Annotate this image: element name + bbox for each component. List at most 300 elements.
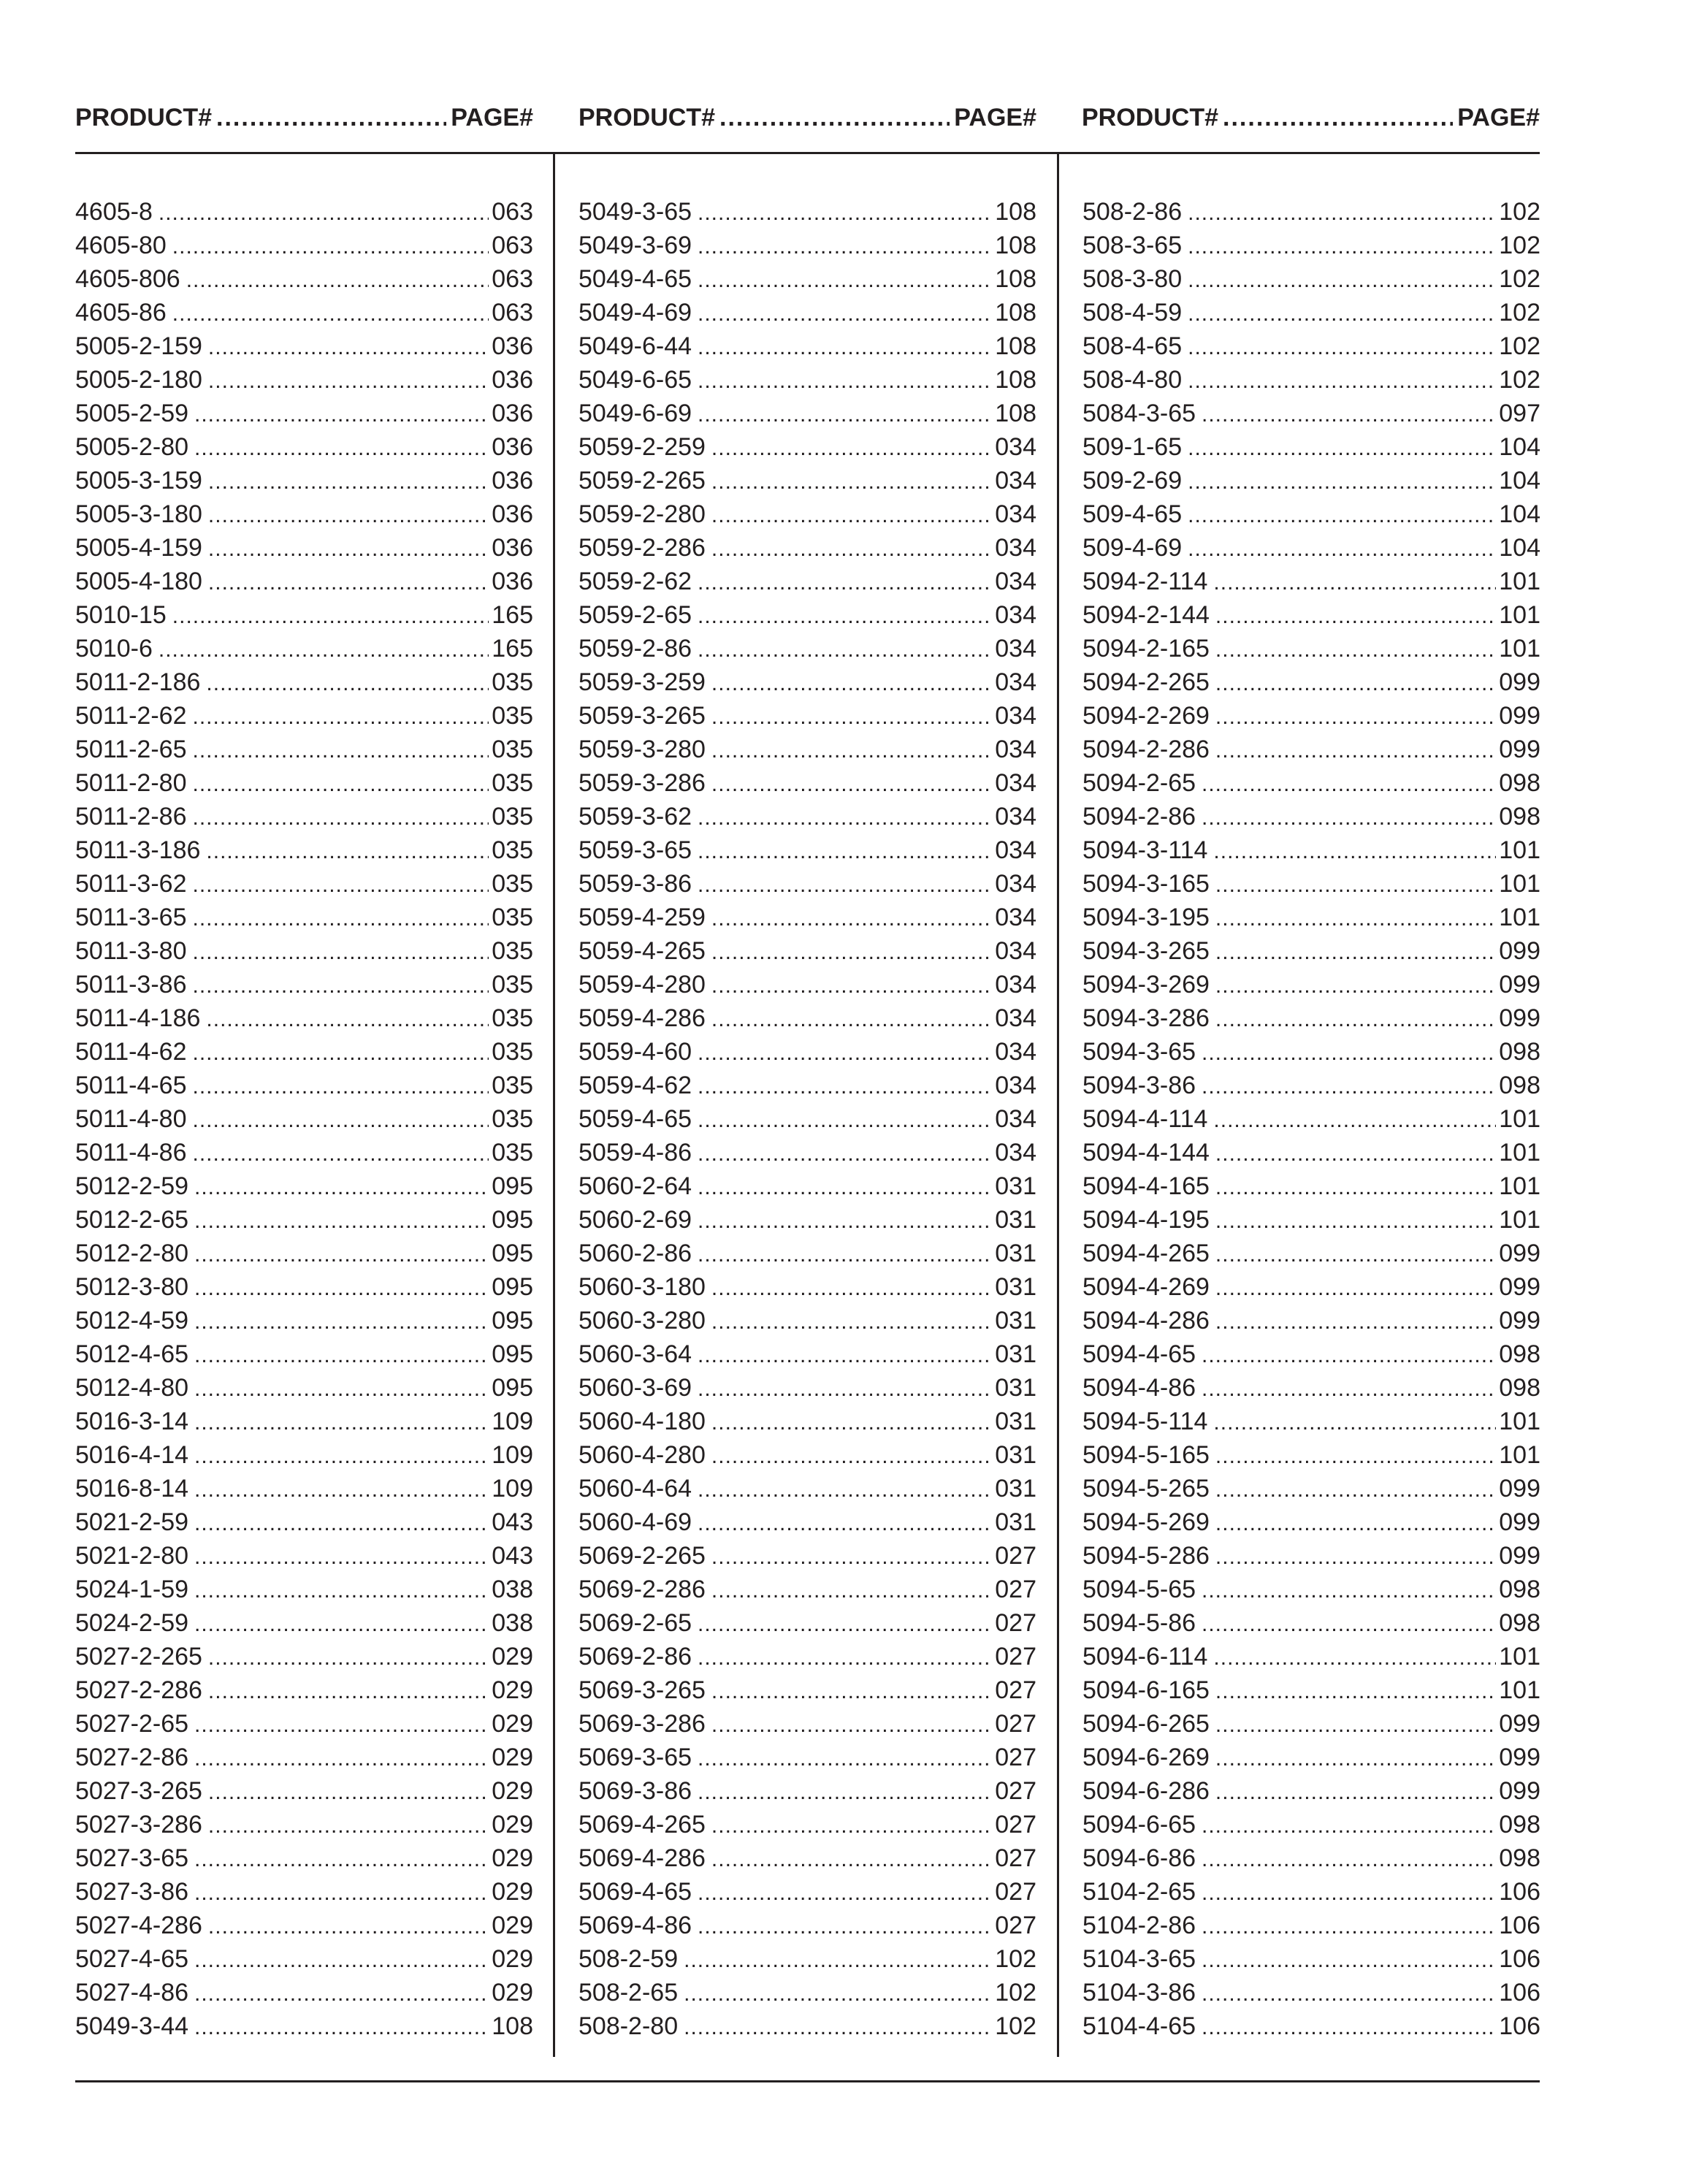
product-number: 5094-3-195 (1082, 904, 1210, 931)
dot-leader (698, 633, 992, 665)
product-number: 5059-2-62 (578, 568, 692, 595)
page-number: 036 (492, 500, 533, 528)
page-number: 043 (492, 1542, 533, 1570)
page-number: 029 (492, 1811, 533, 1839)
product-number: 5005-2-159 (75, 332, 202, 360)
index-entry (75, 665, 533, 699)
index-entry (1082, 598, 1540, 632)
product-number: 5027-2-65 (75, 1710, 189, 1738)
header-dot-leader (1223, 99, 1453, 136)
product-number: 508-3-80 (1082, 265, 1183, 293)
product-number: 5069-2-86 (578, 1643, 692, 1671)
page-number: 101 (1499, 635, 1540, 663)
product-number: 4605-80 (75, 232, 167, 259)
dot-leader (698, 1473, 992, 1505)
page-header-label: PAGE# (1457, 104, 1540, 131)
page-number: 027 (995, 1542, 1036, 1570)
dot-leader (1215, 633, 1496, 665)
page-number: 036 (492, 366, 533, 394)
product-number: 5027-3-86 (75, 1878, 189, 1906)
product-number: 5094-3-65 (1082, 1038, 1196, 1066)
dot-leader (208, 532, 489, 565)
product-number: 5005-3-180 (75, 500, 202, 528)
page-number: 063 (492, 299, 533, 327)
product-number: 5027-4-286 (75, 1912, 202, 1939)
page-number: 027 (995, 1878, 1036, 1906)
page-number: 098 (1499, 1340, 1540, 1368)
index-entry (1082, 867, 1540, 901)
product-number: 5094-4-114 (1082, 1105, 1208, 1133)
dot-leader (1202, 1372, 1496, 1405)
index-entry (1082, 262, 1540, 296)
index-entry (75, 632, 533, 665)
page-number: 095 (492, 1240, 533, 1267)
page-number: 036 (492, 534, 533, 562)
product-number: 5059-2-86 (578, 635, 692, 663)
dot-leader (1188, 297, 1496, 329)
product-number: 508-3-65 (1082, 232, 1183, 259)
index-entry (1082, 665, 1540, 699)
dot-leader (193, 902, 489, 934)
dot-leader (1202, 801, 1496, 833)
index-entry (75, 766, 533, 800)
dot-leader (1202, 1036, 1496, 1069)
dot-leader (208, 331, 489, 363)
index-column-2 (578, 195, 1036, 2043)
page-number: 029 (492, 1643, 533, 1671)
product-number: 5094-5-165 (1082, 1441, 1210, 1469)
product-header-label: PRODUCT# (75, 104, 213, 131)
page-number: 099 (1499, 1004, 1540, 1032)
index-entry (75, 430, 533, 464)
product-number: 5011-3-186 (75, 836, 201, 864)
product-number: 5012-3-80 (75, 1273, 189, 1301)
product-number: 5011-2-80 (75, 769, 187, 797)
page-number: 035 (492, 836, 533, 864)
page-number: 027 (995, 1912, 1036, 1939)
index-entry (75, 1673, 533, 1707)
index-entry (75, 565, 533, 598)
index-entry (75, 1472, 533, 1505)
index-entry (1082, 1573, 1540, 1606)
dot-leader (206, 1003, 489, 1035)
product-number: 5069-3-286 (578, 1710, 706, 1738)
product-number: 5060-3-280 (578, 1307, 706, 1335)
dot-leader (711, 1809, 992, 1841)
page-number: 099 (1499, 1542, 1540, 1570)
dot-leader (193, 936, 489, 968)
page-number: 102 (995, 1979, 1036, 2007)
dot-leader (194, 1742, 489, 1774)
index-entry (75, 901, 533, 934)
product-number: 5059-4-62 (578, 1072, 692, 1099)
index-entry (1082, 1606, 1540, 1640)
product-number: 508-4-80 (1082, 366, 1183, 394)
product-number: 5094-6-269 (1082, 1744, 1210, 1771)
index-entry (1082, 1539, 1540, 1573)
index-entry (578, 1808, 1036, 1841)
dot-leader (193, 1036, 489, 1069)
page-number: 034 (995, 534, 1036, 562)
index-entry (1082, 1270, 1540, 1304)
page-number: 095 (492, 1206, 533, 1234)
product-number: 5049-3-69 (578, 232, 692, 259)
dot-leader (1202, 1574, 1496, 1606)
index-entry (578, 262, 1036, 296)
product-number: 5094-4-286 (1082, 1307, 1210, 1335)
product-number: 5060-2-86 (578, 1240, 692, 1267)
dot-leader (698, 600, 992, 632)
index-entry (1082, 1707, 1540, 1741)
dot-leader (194, 1540, 489, 1573)
index-entry (75, 1304, 533, 1337)
index-entry (75, 497, 533, 531)
index-entry (1082, 1371, 1540, 1405)
product-number: 5011-2-65 (75, 736, 187, 763)
page-number: 098 (1499, 1038, 1540, 1066)
column-header-row (75, 99, 1540, 136)
page-number: 101 (1499, 1139, 1540, 1167)
product-number: 5016-8-14 (75, 1475, 189, 1503)
page-number: 104 (1499, 500, 1540, 528)
index-entry (578, 195, 1036, 229)
page-number: 063 (492, 265, 533, 293)
dot-leader (1202, 1876, 1496, 1909)
page-number: 109 (492, 1441, 533, 1469)
index-entry (75, 1001, 533, 1035)
dot-leader (1188, 264, 1496, 296)
dot-leader (711, 936, 992, 968)
product-number: 5059-3-62 (578, 803, 692, 831)
product-number: 5049-4-69 (578, 299, 692, 327)
dot-leader (711, 1406, 992, 1438)
page-number: 035 (492, 769, 533, 797)
product-number: 5011-4-62 (75, 1038, 187, 1066)
product-number: 5069-3-65 (578, 1744, 692, 1771)
index-entry (578, 229, 1036, 262)
index-entry (1082, 968, 1540, 1001)
product-number: 5012-2-65 (75, 1206, 189, 1234)
index-entry (75, 833, 533, 867)
index-entry (75, 531, 533, 565)
dot-leader (1215, 667, 1496, 699)
index-entry (578, 867, 1036, 901)
page-number: 104 (1499, 467, 1540, 495)
index-entry (578, 1405, 1036, 1438)
index-entry (1082, 195, 1540, 229)
product-number: 5094-5-65 (1082, 1576, 1196, 1603)
page-number: 104 (1499, 534, 1540, 562)
product-number: 5069-4-286 (578, 1844, 706, 1872)
index-entry (1082, 1472, 1540, 1505)
product-number: 5021-2-59 (75, 1508, 189, 1536)
dot-leader (698, 835, 992, 867)
page-number: 038 (492, 1609, 533, 1637)
product-number: 5094-3-165 (1082, 870, 1210, 898)
page-number: 035 (492, 1072, 533, 1099)
product-number: 5094-4-65 (1082, 1340, 1196, 1368)
index-entry (1082, 430, 1540, 464)
product-number: 5094-2-269 (1082, 702, 1210, 730)
product-number: 508-2-86 (1082, 198, 1183, 226)
dot-leader (1202, 1339, 1496, 1371)
dot-leader (698, 1776, 992, 1808)
product-number: 5012-2-80 (75, 1240, 189, 1267)
dot-leader (194, 1372, 489, 1405)
dot-leader (194, 1708, 489, 1741)
page-number: 034 (995, 803, 1036, 831)
index-entry (1082, 2009, 1540, 2043)
dot-leader (698, 1641, 992, 1673)
dot-leader (1215, 1003, 1496, 1035)
dot-leader (194, 1473, 489, 1505)
dot-leader (208, 1641, 489, 1673)
index-entry (1082, 766, 1540, 800)
product-number: 5094-3-269 (1082, 971, 1210, 999)
dot-leader (1215, 1675, 1496, 1707)
index-entry (578, 1673, 1036, 1707)
product-number: 4605-8 (75, 198, 153, 226)
header-rule (75, 152, 1540, 154)
dot-leader (206, 835, 489, 867)
dot-leader (1215, 1171, 1496, 1203)
dot-leader (194, 1171, 489, 1203)
header-dot-leader (719, 99, 950, 136)
page-number: 034 (995, 1139, 1036, 1167)
page-number: 034 (995, 836, 1036, 864)
dot-leader (194, 1406, 489, 1438)
index-entry (578, 531, 1036, 565)
dot-leader (159, 196, 489, 229)
product-number: 5011-2-186 (75, 668, 201, 696)
product-number: 5024-1-59 (75, 1576, 189, 1603)
index-entry (1082, 1909, 1540, 1942)
dot-leader (698, 1372, 992, 1405)
index-entry (1082, 531, 1540, 565)
page-number: 035 (492, 1105, 533, 1133)
page-number: 029 (492, 1912, 533, 1939)
product-number: 5060-2-64 (578, 1172, 692, 1200)
page-number: 036 (492, 467, 533, 495)
product-number: 5094-6-114 (1082, 1643, 1208, 1671)
product-number: 5059-4-86 (578, 1139, 692, 1167)
index-entry (1082, 296, 1540, 329)
product-number: 5027-4-65 (75, 1945, 189, 1973)
dot-leader (698, 1339, 992, 1371)
page-number: 102 (1499, 232, 1540, 259)
page-number: 098 (1499, 1844, 1540, 1872)
dot-leader (711, 734, 992, 766)
product-number: 5021-2-80 (75, 1542, 189, 1570)
product-number: 5094-6-86 (1082, 1844, 1196, 1872)
product-number: 5059-2-65 (578, 601, 692, 629)
dot-leader (684, 1944, 992, 1976)
page-number: 095 (492, 1273, 533, 1301)
index-entry (1082, 229, 1540, 262)
product-number: 5094-2-286 (1082, 736, 1210, 763)
dot-leader (194, 1843, 489, 1875)
product-number: 5012-4-80 (75, 1374, 189, 1402)
dot-leader (193, 768, 489, 800)
dot-leader (1202, 1910, 1496, 1942)
page-number: 102 (995, 1945, 1036, 1973)
dot-leader (1215, 734, 1496, 766)
page-number: 031 (995, 1307, 1036, 1335)
product-number: 509-2-69 (1082, 467, 1183, 495)
page-number: 102 (1499, 299, 1540, 327)
product-number: 5027-2-286 (75, 1676, 202, 1704)
index-entry (75, 1035, 533, 1069)
index-entry (578, 1069, 1036, 1102)
dot-leader (1202, 1809, 1496, 1841)
dot-leader (1188, 230, 1496, 262)
page-number: 101 (1499, 1676, 1540, 1704)
product-number: 5060-4-180 (578, 1408, 706, 1435)
dot-leader (1215, 902, 1496, 934)
page-number: 099 (1499, 1307, 1540, 1335)
dot-leader (698, 398, 992, 430)
product-number: 5049-4-65 (578, 265, 692, 293)
page-number: 104 (1499, 433, 1540, 461)
dot-leader (1188, 364, 1496, 397)
product-number: 5027-4-86 (75, 1979, 189, 2007)
dot-leader (1188, 465, 1496, 497)
dot-leader (1202, 1843, 1496, 1875)
product-number: 5016-3-14 (75, 1408, 189, 1435)
index-entry (578, 329, 1036, 363)
index-entry (578, 968, 1036, 1001)
index-entry (1082, 363, 1540, 397)
product-number: 5011-3-80 (75, 937, 187, 965)
page-number: 027 (995, 1609, 1036, 1637)
product-number: 5059-3-265 (578, 702, 706, 730)
product-number: 5059-4-286 (578, 1004, 706, 1032)
page-number: 034 (995, 467, 1036, 495)
product-number: 5069-4-86 (578, 1912, 692, 1939)
dot-leader (1215, 1742, 1496, 1774)
page-number: 101 (1499, 1441, 1540, 1469)
dot-leader (172, 297, 489, 329)
index-entry (1082, 901, 1540, 934)
page-number: 035 (492, 937, 533, 965)
index-entry (578, 699, 1036, 733)
product-number: 5049-6-65 (578, 366, 692, 394)
page-number: 034 (995, 904, 1036, 931)
dot-leader (1215, 969, 1496, 1001)
page-number: 031 (995, 1374, 1036, 1402)
index-entry (75, 1438, 533, 1472)
dot-leader (1215, 1238, 1496, 1270)
index-entry (1082, 1136, 1540, 1169)
dot-leader (193, 734, 489, 766)
index-entry (578, 497, 1036, 531)
dot-leader (206, 667, 489, 699)
page-number: 036 (492, 400, 533, 427)
dot-leader (193, 700, 489, 733)
product-number: 5094-3-114 (1082, 836, 1208, 864)
page-number: 038 (492, 1576, 533, 1603)
product-number: 5049-6-44 (578, 332, 692, 360)
index-entry (578, 1875, 1036, 1909)
product-number: 5094-6-65 (1082, 1811, 1196, 1839)
dot-leader (1215, 1440, 1496, 1472)
page-number: 099 (1499, 1475, 1540, 1503)
page-number: 035 (492, 702, 533, 730)
page-number: 029 (492, 1945, 533, 1973)
page-number: 027 (995, 1676, 1036, 1704)
index-entry (1082, 1976, 1540, 2009)
page-number: 099 (1499, 1710, 1540, 1738)
page-number: 165 (492, 635, 533, 663)
dot-leader (711, 1440, 992, 1472)
index-entry (578, 1438, 1036, 1472)
page-number: 031 (995, 1508, 1036, 1536)
product-number: 5094-2-144 (1082, 601, 1210, 629)
page-number: 099 (1499, 1777, 1540, 1805)
dot-leader (1215, 1776, 1496, 1808)
product-number: 5104-4-65 (1082, 2012, 1196, 2040)
index-entry (75, 867, 533, 901)
index-entry (75, 598, 533, 632)
dot-leader (698, 1070, 992, 1102)
dot-leader (1202, 1944, 1496, 1976)
index-entry (75, 1875, 533, 1909)
dot-leader (1215, 600, 1496, 632)
dot-leader (1215, 1473, 1496, 1505)
product-number: 5049-3-65 (578, 198, 692, 226)
page-number: 101 (1499, 1105, 1540, 1133)
column-header-3 (1082, 99, 1540, 136)
dot-leader (208, 1776, 489, 1808)
page-number: 034 (995, 736, 1036, 763)
dot-leader (1215, 1204, 1496, 1237)
index-entry (75, 1909, 533, 1942)
index-entry (578, 1640, 1036, 1673)
page-number: 108 (492, 2012, 533, 2040)
index-entry (75, 329, 533, 363)
product-number: 5059-4-65 (578, 1105, 692, 1133)
page-number: 109 (492, 1475, 533, 1503)
page-number: 098 (1499, 803, 1540, 831)
page-number: 106 (1499, 1912, 1540, 1939)
product-number: 5011-4-186 (75, 1004, 201, 1032)
dot-leader (698, 1238, 992, 1270)
page-number: 031 (995, 1273, 1036, 1301)
product-number: 5011-2-86 (75, 803, 187, 831)
index-entry (1082, 1808, 1540, 1841)
page-number: 099 (1499, 668, 1540, 696)
page-number: 102 (1499, 366, 1540, 394)
page-number: 027 (995, 1643, 1036, 1671)
dot-leader (711, 1272, 992, 1304)
product-header-label: PRODUCT# (578, 104, 716, 131)
page-number: 031 (995, 1206, 1036, 1234)
index-entry (75, 1405, 533, 1438)
product-number: 5016-4-14 (75, 1441, 189, 1469)
dot-leader (1188, 331, 1496, 363)
index-entry (1082, 934, 1540, 968)
index-entry (1082, 1203, 1540, 1237)
product-number: 5011-4-80 (75, 1105, 187, 1133)
page-number: 031 (995, 1240, 1036, 1267)
page-number: 027 (995, 1811, 1036, 1839)
page-number: 034 (995, 1072, 1036, 1099)
index-entry (75, 363, 533, 397)
product-number: 5069-2-265 (578, 1542, 706, 1570)
product-number: 5059-2-286 (578, 534, 706, 562)
dot-leader (194, 2011, 489, 2043)
index-entry (578, 665, 1036, 699)
